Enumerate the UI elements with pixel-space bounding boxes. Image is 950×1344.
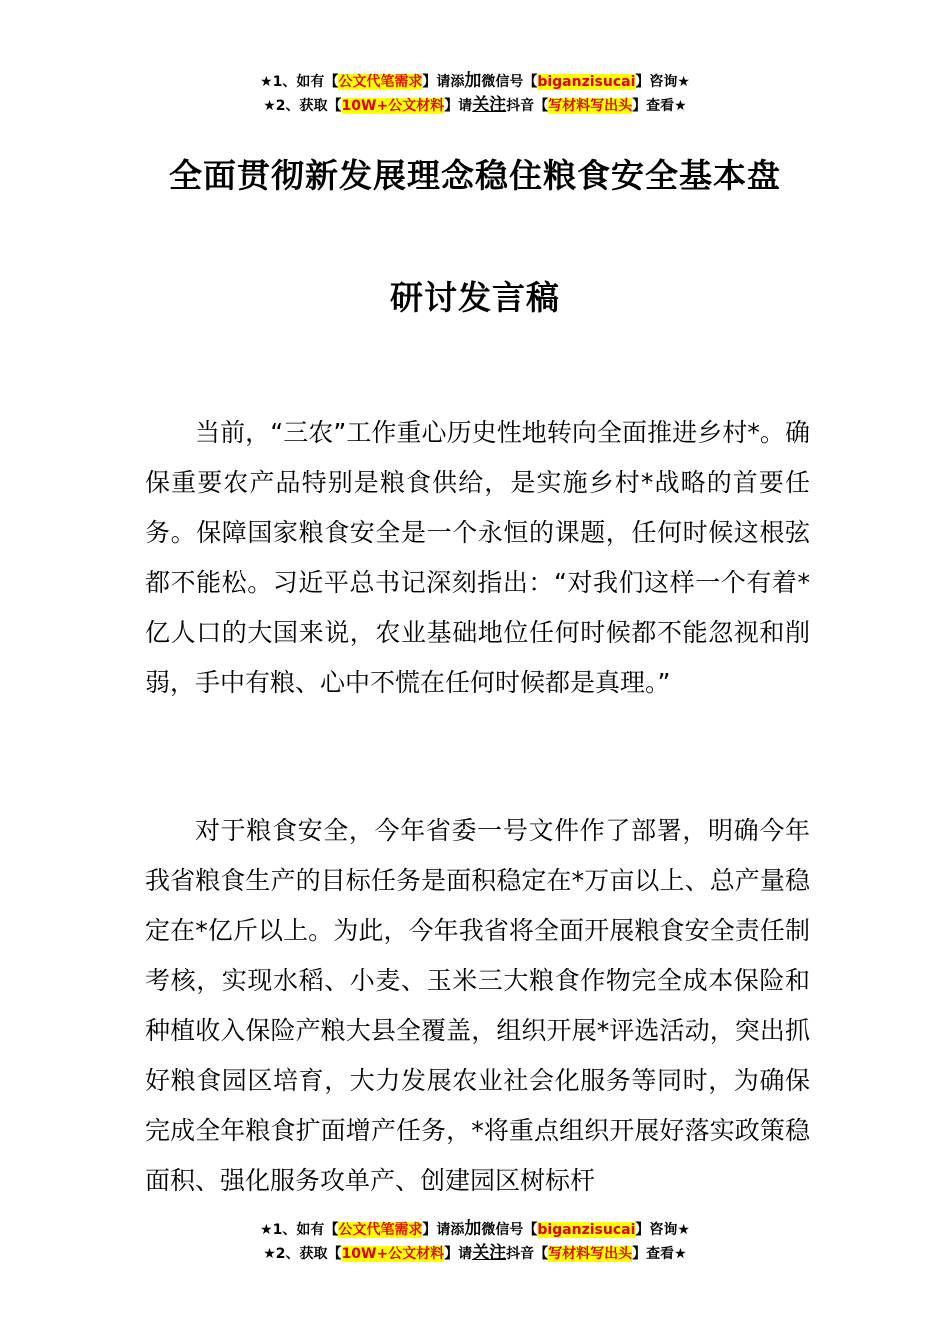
document-title-line-1: 全面贯彻新发展理念稳住粮食安全基本盘 [169, 156, 781, 195]
body-paragraph-1 [145, 408, 810, 708]
promo-text: 】咨询★ [635, 1222, 690, 1238]
wechat-id-highlight: biganzisucai [537, 74, 636, 90]
douyin-id-highlight: 写材料写出头 [548, 98, 633, 114]
promo-text: 加 [464, 71, 482, 91]
promo-text: ★2、获取【 [263, 98, 342, 114]
douyin-id-highlight: 写材料写出头 [548, 1246, 633, 1262]
promo-text: ★1、如有【 [260, 74, 339, 90]
promo-highlight: 10W+公文材料 [341, 98, 445, 114]
document-title-line-2: 研讨发言稿 [390, 278, 560, 317]
header-promo-line-2 [0, 94, 950, 118]
promo-text: 】咨询★ [635, 74, 690, 90]
promo-highlight: 公文代笔需求 [338, 1222, 423, 1238]
footer-promo-line-2 [0, 1242, 950, 1266]
footer-promo-line-1 [0, 1218, 950, 1242]
promo-text: 微信号【 [481, 74, 538, 90]
promo-text: 微信号【 [481, 1222, 538, 1238]
wechat-id-highlight: biganzisucai [537, 1222, 636, 1238]
promo-text: 】请 [444, 98, 473, 114]
promo-text: 】请 [444, 1246, 473, 1262]
paragraph-text: 对于粮食安全，今年省委一号文件作了部署，明确今年我省粮食生产的目标任务是面积稳定在*万亩以上、总产量稳定在*亿斤以上。为此，今年我省将全面开展粮食安全责任制考核，实现水稻、小麦、玉米三大粮食作物完全成本保险和种植收入保险产粮大县全覆盖，组织开展*评选活动，突出抓好粮食园区培育，大力发展农业社会化服务等同时，为确保完成全年粮食扩面增产任务，*将重点组织开展好落实政策稳面积、强化服务攻单产、创建园区树标杆 [145, 816, 810, 1195]
promo-text: 】查看★ [632, 98, 687, 114]
promo-text: 】查看★ [632, 1246, 687, 1262]
header-promo-line-1 [0, 70, 950, 94]
promo-text: 抖音【 [506, 1246, 549, 1262]
header-promo-banner [0, 70, 950, 118]
promo-underlined: 关注 [472, 95, 507, 115]
promo-text: 加 [464, 1219, 482, 1239]
paragraph-text: 当前，“三农”工作重心历史性地转向全面推进乡村*。确保重要农产品特别是粮食供给，是实施乡村*战略的首要任务。保障国家粮食安全是一个永恒的课题，任何时候这根弦都不能松。习近平总书记深刻指出：“对我们这样一个有着*亿人口的大国来说，农业基础地位任何时候都不能忽视和削弱，手中有粮、心中不慌在任何时候都是真理。” [145, 418, 810, 697]
promo-text: ★2、获取【 [263, 1246, 342, 1262]
footer-promo-banner [0, 1218, 950, 1266]
promo-text: ★1、如有【 [260, 1222, 339, 1238]
promo-text: 抖音【 [506, 98, 549, 114]
promo-underlined: 关注 [472, 1243, 507, 1263]
body-paragraph-2 [145, 806, 810, 1206]
promo-highlight: 10W+公文材料 [341, 1246, 445, 1262]
promo-text: 】请添 [422, 74, 465, 90]
promo-text: 】请添 [422, 1222, 465, 1238]
promo-highlight: 公文代笔需求 [338, 74, 423, 90]
